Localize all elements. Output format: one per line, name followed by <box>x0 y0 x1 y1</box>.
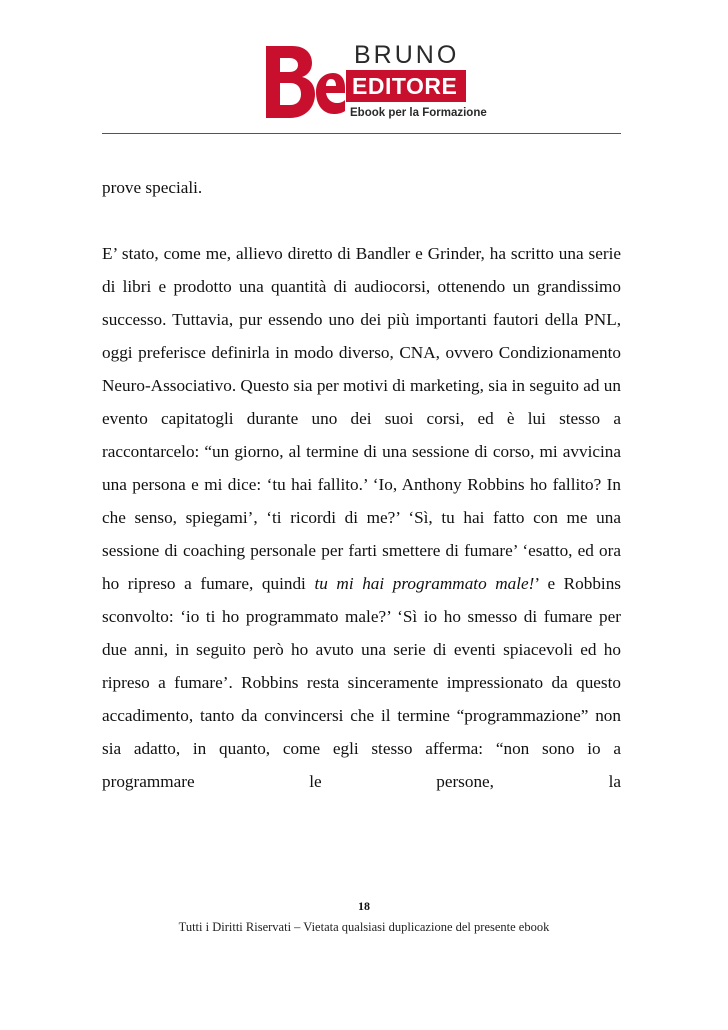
paragraph-text-part2: ’ e Robbins sconvolto: ‘io ti ho programmato male?’ ‘Sì io ho smesso di fumare per due anni, in seguito però ho avuto una serie di eventi spiacevoli ed ho ripreso a fumare’. Robbins resta sinceramente impressionato da questo accadimento, tanto da convincersi che il termine “programmazione” non sia adatto, in quanto, come egli stesso afferma: “non sono io a programmare le persone, la <box>102 574 621 791</box>
paragraph-italic-quote: tu mi hai programmato male! <box>314 574 535 593</box>
rights-notice: Tutti i Diritti Riservati – Vietata qualsiasi duplicazione del presente ebook <box>178 920 550 934</box>
header-divider <box>102 133 621 134</box>
paragraph-robbins <box>102 237 621 798</box>
brand-tagline: Ebook per la Formazione <box>350 107 487 119</box>
paragraph-text-part1: E’ stato, come me, allievo diretto di Bandler e Grinder, ha scritto una serie di libri e prodotto una quantità di audiocorsi, ottenendo un grandissimo successo. Tuttavia, pur essendo uno dei più importanti fautori della PNL, oggi preferisce definirla in modo diverso, CNA, ovvero Condizionamento Neuro-Associativo. Questo sia per motivi di marketing, sia in seguito ad un evento capitatogli durante uno dei suoi corsi, ed è lui stesso a raccontarcelo: “un giorno, al termine di una sessione di corso, mi avvicina una persona e mi dice: ‘tu hai fallito.’ ‘Io, Anthony Robbins ho fallito? In che senso, spiegami’, ‘ti ricordi di me?’ ‘Sì, tu hai fatto con me una sessione di coaching personale per farti smettere di fumare’ ‘esatto, ed ora ho ripreso a fumare, quindi <box>102 244 621 593</box>
paragraph-continuation: prove speciali. <box>102 178 203 197</box>
svg-text:Be: Be <box>262 42 264 43</box>
publisher-logo <box>262 40 487 126</box>
page-number: 18 <box>358 899 370 913</box>
page-body <box>102 171 621 798</box>
be-logo-mark-icon <box>262 42 346 122</box>
brand-name-bruno: BRUNO <box>354 41 460 69</box>
brand-name-editore: EDITORE <box>346 70 466 102</box>
